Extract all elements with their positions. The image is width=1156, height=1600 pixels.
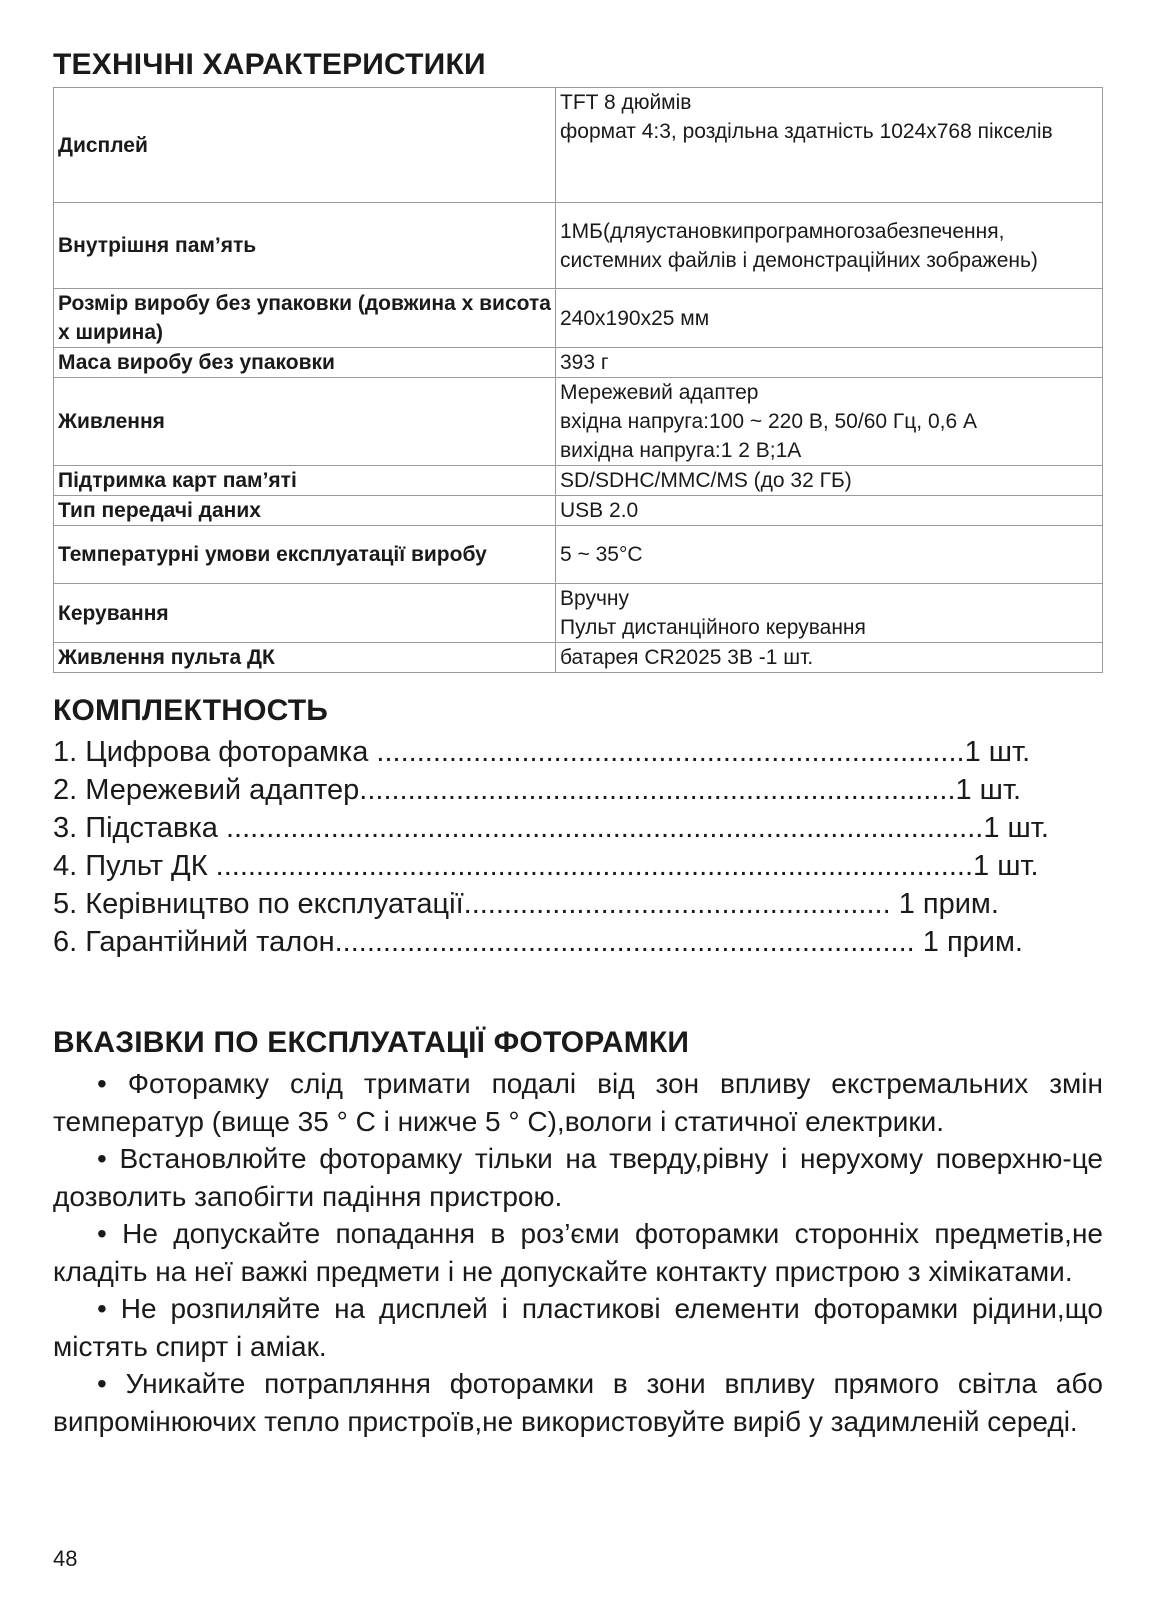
table-row: [54, 289, 1103, 348]
care-paragraph: • Не розпиляйте на дисплей і пластикові елементи фоторамки рідини,що містять спирт і аміак.: [53, 1293, 1103, 1362]
spec-key: Дисплей: [54, 88, 556, 203]
specs-table: [53, 87, 1103, 673]
kit-heading: КОМПЛЕКТНОСТЬ: [53, 694, 329, 727]
spec-value: TFT 8 дюймів формат 4:3, роздільна здатність 1024x768 пікселів: [556, 88, 1103, 203]
care-paragraph: • Фоторамку слід тримати подалі від зон впливу екстремальних змін температур (вище 35 ° C і нижче 5 ° C),вологи і статичної електрики.: [53, 1068, 1103, 1137]
spec-key: Розмір виробу без упаковки (довжина х висота х ширина): [54, 289, 556, 348]
spec-key: Температурні умови експлуатації виробу: [54, 526, 556, 584]
table-row: [54, 88, 1103, 203]
list-item: 6. Гарантійний талон........................................................................ 1 прим.: [53, 926, 1023, 958]
care-heading: ВКАЗІВКИ ПО ЕКСПЛУАТАЦІЇ ФОТОРАМКИ: [53, 1026, 690, 1059]
spec-key: Тип передачі даних: [54, 496, 556, 526]
spec-value: Вручну Пульт дистанційного керування: [556, 584, 1103, 643]
spec-value: Мережевий адаптер вхідна напруга:100 ~ 220 В, 50/60 Гц, 0,6 А вихідна напруга:1 2 В;1А: [556, 378, 1103, 466]
table-row: [54, 584, 1103, 643]
care-paragraph: • Уникайте потрапляння фоторамки в зони впливу прямого світла або випромінюючих тепло пристроїв,не використовуйте виріб у задимленій середі.: [53, 1368, 1103, 1437]
spec-key: Живлення пульта ДК: [54, 643, 556, 673]
spec-key: Маса виробу без упаковки: [54, 348, 556, 378]
table-row: [54, 496, 1103, 526]
kit-list: [53, 733, 1103, 961]
spec-value: батарея CR2025 3В -1 шт.: [556, 643, 1103, 673]
spec-key: Живлення: [54, 378, 556, 466]
table-row: [54, 466, 1103, 496]
specs-heading: ТЕХНІЧНІ ХАРАКТЕРИСТИКИ: [53, 48, 486, 81]
spec-value: 240x190x25 мм: [556, 289, 1103, 348]
spec-value: 5 ~ 35°C: [556, 526, 1103, 584]
spec-key: Внутрішня пам’ять: [54, 203, 556, 289]
spec-value: SD/SDHC/MMC/MS (до 32 ГБ): [556, 466, 1103, 496]
spec-key: Керування: [54, 584, 556, 643]
care-instructions: [53, 1065, 1103, 1440]
table-row: [54, 643, 1103, 673]
table-row: [54, 348, 1103, 378]
table-row: [54, 526, 1103, 584]
table-row: [54, 378, 1103, 466]
list-item: 5. Керівництво по експлуатації..................................................... 1 прим.: [53, 888, 999, 920]
spec-value: 1МБ(дляустановкипрограмногозабезпечення, системних файлів і демонстраційних зображень): [556, 203, 1103, 289]
table-row: [54, 203, 1103, 289]
list-item: 2. Мережевий адаптер..........................................................................1 шт.: [53, 774, 1022, 806]
care-paragraph: • Не допускайте попадання в роз’єми фоторамки сторонніх предметів,не кладіть на неї важкі предмети і не допускайте контакту пристрою з хімікатами.: [53, 1218, 1103, 1287]
spec-value: USB 2.0: [556, 496, 1103, 526]
spec-key: Підтримка карт пам’яті: [54, 466, 556, 496]
page-number: 48: [53, 1546, 78, 1571]
list-item: 1. Цифрова фоторамка .........................................................................1 шт.: [53, 736, 1031, 768]
spec-value: 393 г: [556, 348, 1103, 378]
list-item: 3. Підставка ..............................................................................................1 шт.: [53, 812, 1049, 844]
list-item: 4. Пульт ДК ..............................................................................................1 шт.: [53, 850, 1039, 882]
care-paragraph: • Встановлюйте фоторамку тільки на тверду,рівну і нерухому поверхню-це дозволить запобігти падіння пристрою.: [53, 1143, 1103, 1212]
